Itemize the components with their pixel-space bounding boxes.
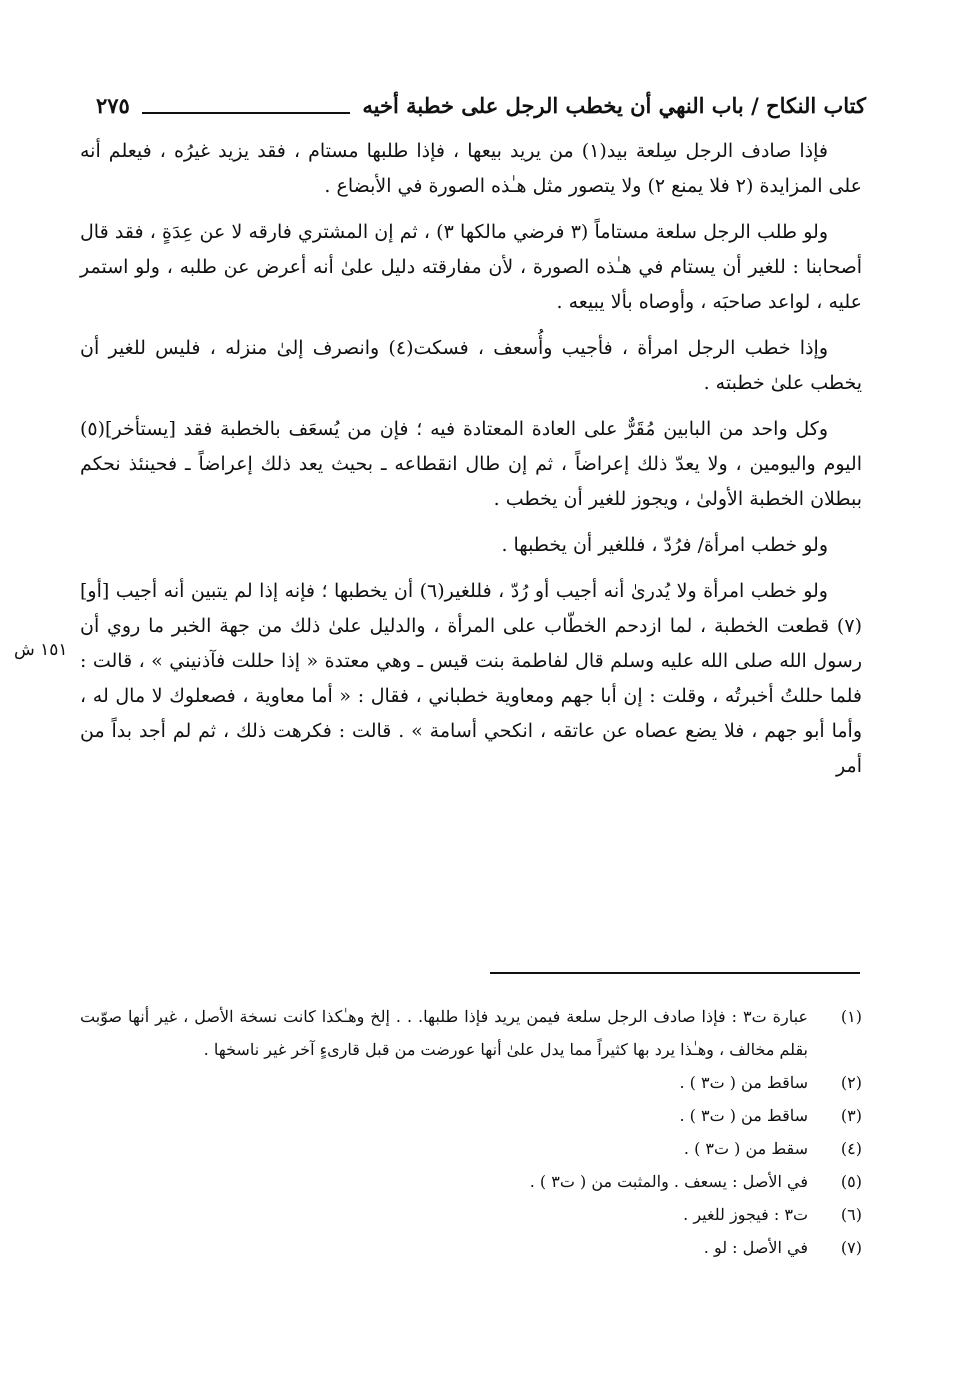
main-text xyxy=(80,134,862,795)
footnotes xyxy=(80,1000,862,1264)
paragraph: فإذا صادف الرجل سِلعة بيد(١) من يريد بيعها ، فإذا طلبها مستام ، فقد يزيد غيرُه ، فيعلم أنه على المزايدة (٢ فلا يمنع ٢) ولا يتصور مثل هـٰذه الصورة في الأبضاع . xyxy=(80,140,862,197)
paragraph: ولو طلب الرجل سلعة مستاماً (٣ فرضي مالكها ٣) ، ثم إن المشتري فارقه لا عن عِدَةٍ ، فقد قال أصحابنا : للغير أن يستام في هـٰذه الصورة ، لأن مفارقته دليل علىٰ أنه أعرض عن طلبه ، ولو استمر عليه ، لواعد صاحبَه ، وأوصاه بألا يبيعه . xyxy=(80,221,862,313)
footnote-text: ساقط من ( ت٣ ) . xyxy=(679,1106,808,1125)
footnote xyxy=(80,1066,862,1099)
page-number: ٢٧٥ xyxy=(96,92,130,118)
footnote-text: عبارة ت٣ : فإذا صادف الرجل سلعة فيمن يريد فإذا طلبها. . . إلخ وهـٰكذا كانت نسخة الأصل ، غير أنها صوّبت بقلم مخالف ، وهـٰذا يرد بها كثيراً مما يدل علىٰ أنها عورضت من قبل قارىءٍ آخر غير ناسخها . xyxy=(80,1007,808,1059)
footnote-number: (٦) xyxy=(840,1205,862,1224)
footnote-number: (٥) xyxy=(840,1172,862,1191)
footnote-text: سقط من ( ت٣ ) . xyxy=(683,1139,808,1158)
footnote-text: ت٣ : فيجوز للغير . xyxy=(683,1205,808,1224)
footnote-number: (٣) xyxy=(840,1106,862,1125)
footnote-number: (٧) xyxy=(840,1238,862,1257)
footnote xyxy=(80,1198,862,1231)
header-title: كتاب النكاح / باب النهي أن يخطب الرجل على خطبة أخيه xyxy=(362,92,866,118)
footnote-number: (١) xyxy=(840,1007,862,1026)
header-rule xyxy=(142,112,351,114)
footnote-number: (٢) xyxy=(840,1073,862,1092)
footnote xyxy=(80,1099,862,1132)
footnote xyxy=(80,1165,862,1198)
footnote-text: في الأصل : لو . xyxy=(703,1238,808,1257)
margin-note: ١٥١ ش xyxy=(14,640,68,660)
footnote-separator xyxy=(490,972,860,974)
running-header xyxy=(96,88,866,122)
footnote-text: في الأصل : يسعف . والمثبت من ( ت٣ ) . xyxy=(529,1172,808,1191)
footnote-text: ساقط من ( ت٣ ) . xyxy=(679,1073,808,1092)
footnote xyxy=(80,1132,862,1165)
footnote-number: (٤) xyxy=(840,1139,862,1158)
paragraph: وإذا خطب الرجل امرأة ، فأجيب وأُسعف ، فسكت(٤) وانصرف إلىٰ منزله ، فليس للغير أن يخطب علىٰ خطبته . xyxy=(80,337,862,394)
paragraph: وكل واحد من البابين مُقَرٌّ على العادة المعتادة فيه ؛ فإن من يُسعَف بالخطبة فقد [يستأخر](٥) اليوم واليومين ، ولا يعدّ ذلك إعراضاً ، ثم إن طال انقطاعه ـ بحيث يعد ذلك إعراضاً ـ فحينئذ نحكم ببطلان الخطبة الأولىٰ ، ويجوز للغير أن يخطب . xyxy=(80,418,862,510)
footnote xyxy=(80,1231,862,1264)
paragraph: ولو خطب امرأة ولا يُدرىٰ أنه أجيب أو رُدّ ، فللغير(٦) أن يخطبها ؛ فإنه إذا لم يتبين أنه أجيب [أو](٧) قطعت الخطبة ، لما ازدحم الخطّاب على المرأة ، والدليل علىٰ ذلك من جهة الخبر ما روي أن رسول الله صلى الله عليه وسلم قال لفاطمة بنت قيس ـ وهي معتدة « إذا حللت فآذنيني » ، قالت : فلما حللتُ أخبرتُه ، وقلت : إن أبا جهم ومعاوية خطباني ، فقال : « أما معاوية ، فصعلوك لا مال له ، وأما أبو جهم ، فلا يضع عصاه عن عاتقه ، انكحي أسامة » . قالت : فكرهت ذلك ، ثم لم أجد بداً من أمر xyxy=(80,580,862,777)
paragraph: ولو خطب امرأة/ فرُدّ ، فللغير أن يخطبها . xyxy=(501,534,828,556)
footnote xyxy=(80,1000,862,1066)
